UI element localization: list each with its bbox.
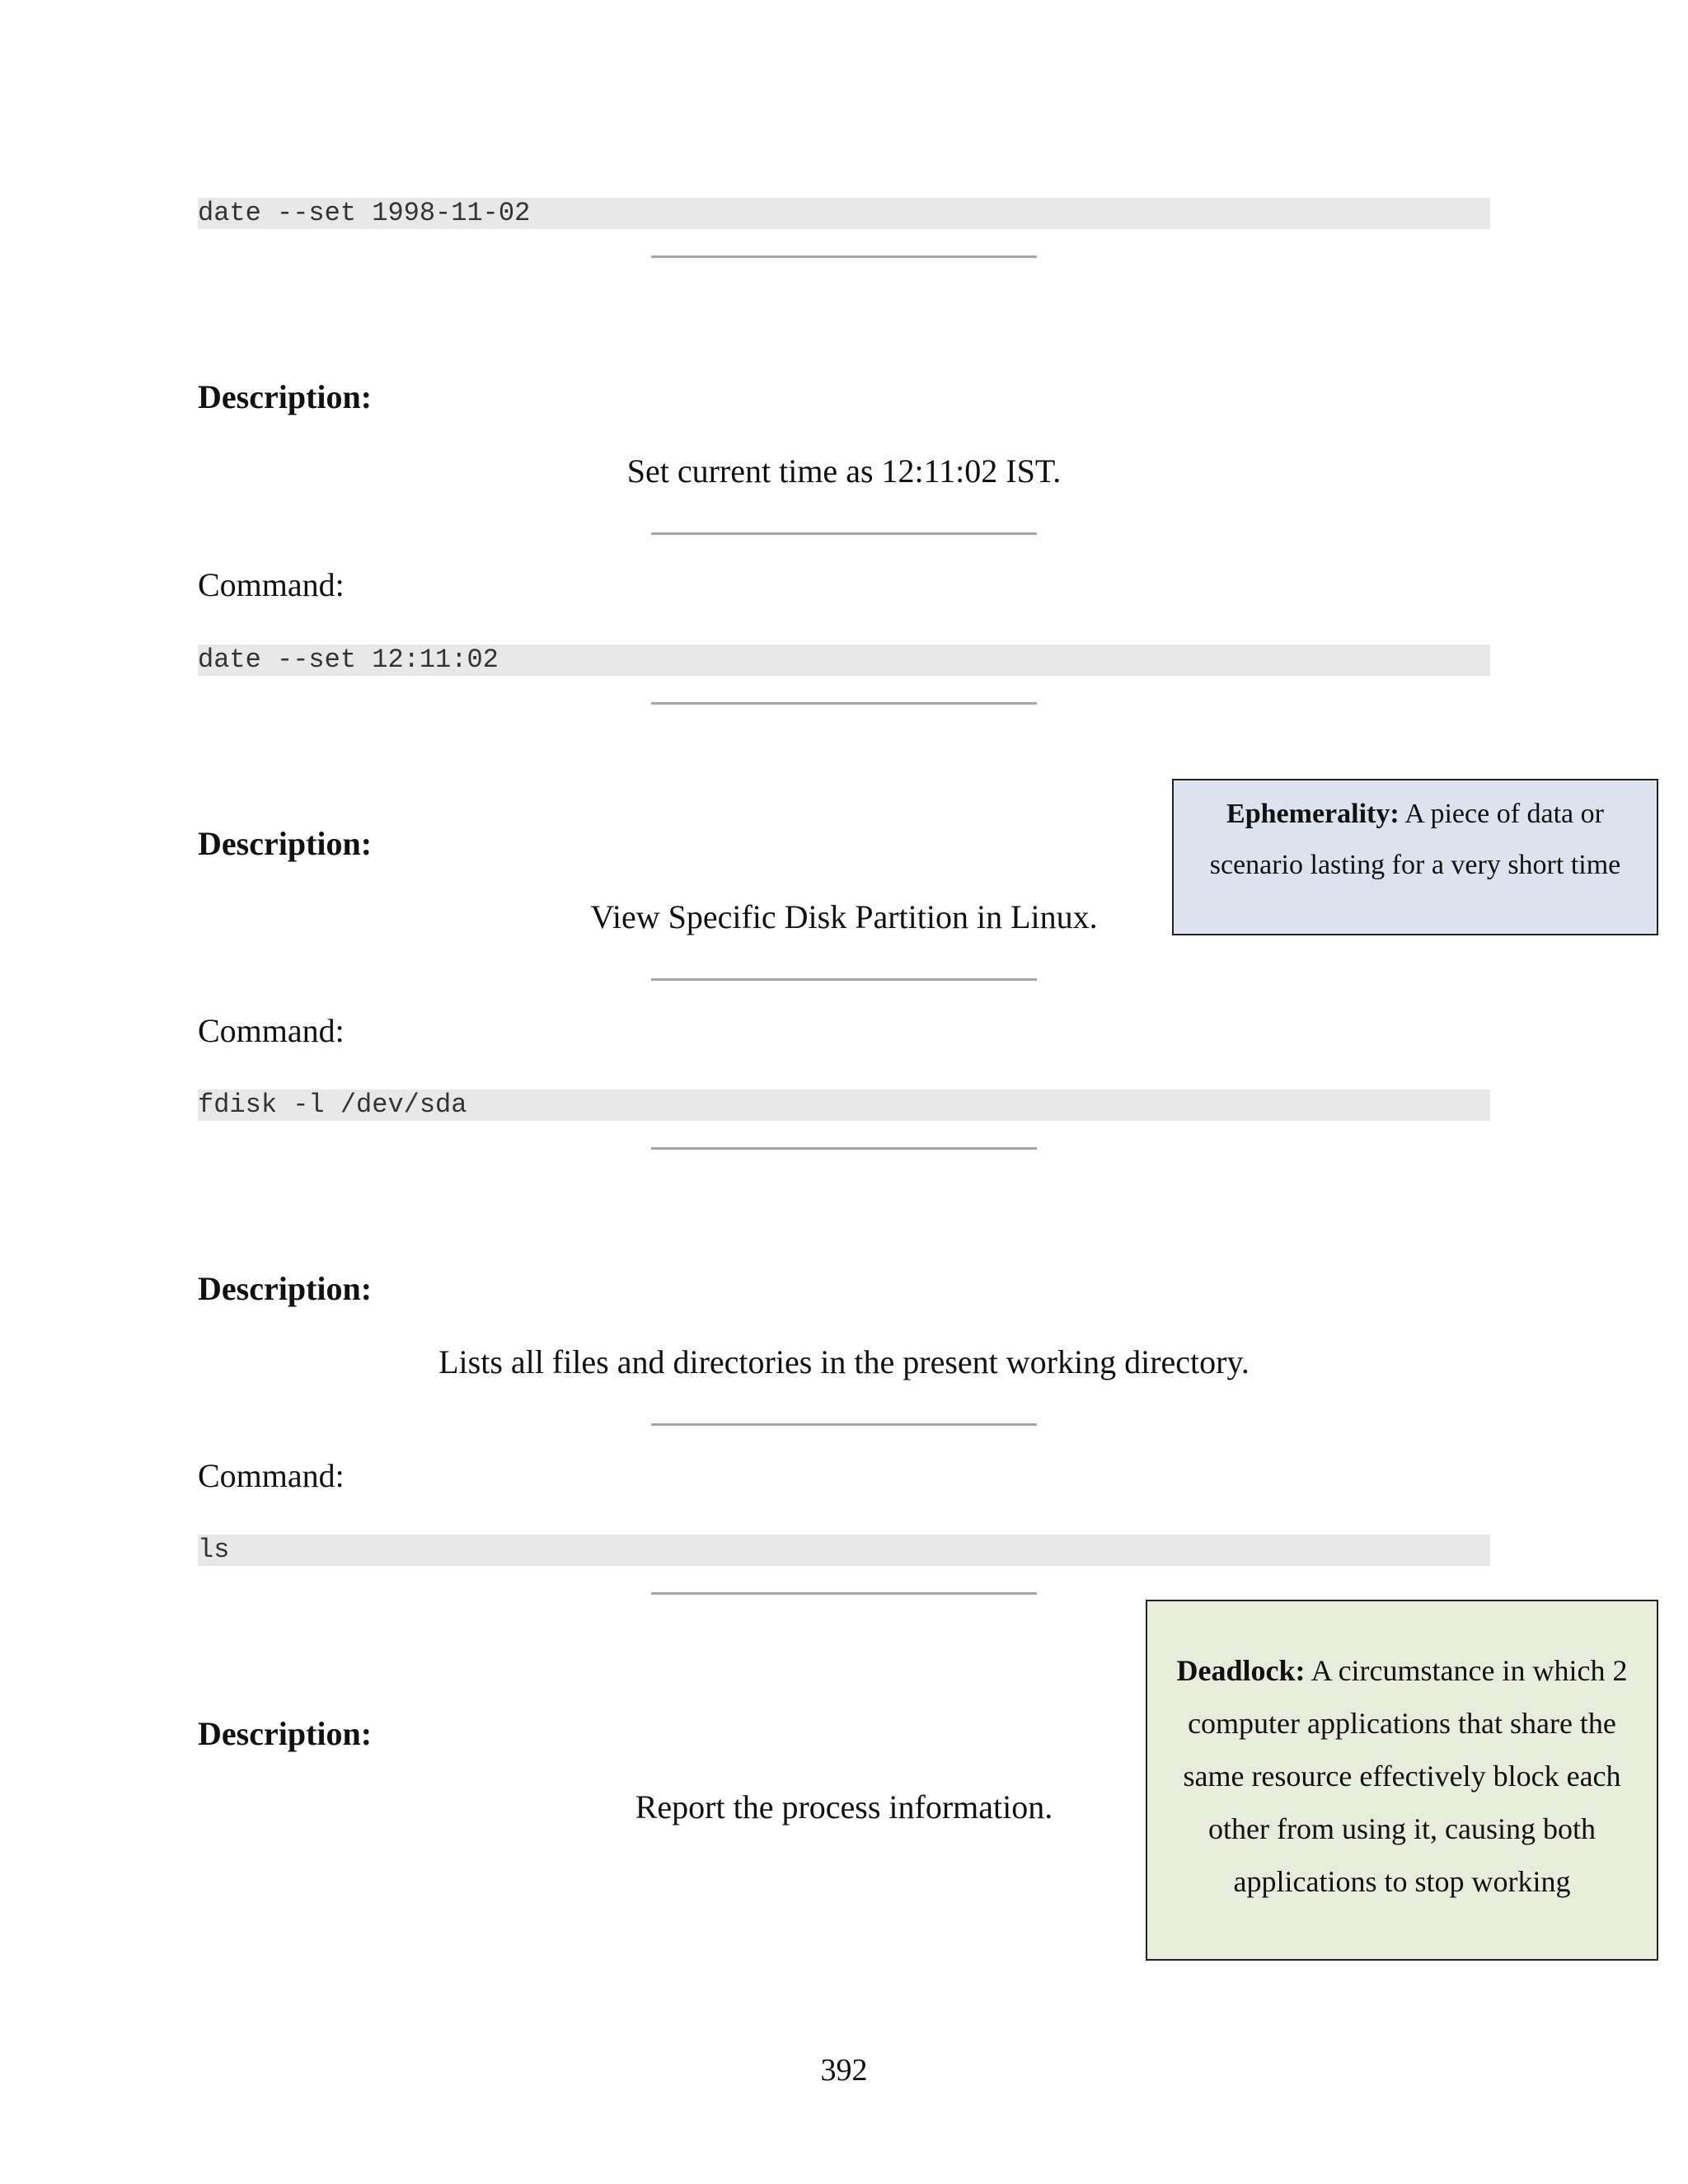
command-label: Command: <box>198 566 345 603</box>
description-label: Description: <box>198 1715 373 1752</box>
description-label: Description: <box>198 825 373 862</box>
description-text: Set current time as 12:11:02 IST. <box>626 452 1062 490</box>
separator-rule <box>651 532 1037 535</box>
separator-rule <box>651 1423 1037 1426</box>
command-label: Command: <box>198 1457 345 1494</box>
code-block: date --set 1998-11-02 <box>198 198 1490 229</box>
page-number: 392 <box>820 2053 868 2088</box>
definition-term: Deadlock: <box>1176 1654 1306 1687</box>
definition-box-deadlock <box>1146 1600 1658 1961</box>
description-text: View Specific Disk Partition in Linux. <box>590 898 1098 935</box>
code-block: ls <box>198 1535 1490 1566</box>
description-label: Description: <box>198 378 373 415</box>
definition-text: A circumstance in which 2 computer applications that share the same resource effectively block each other from using it, causing both applications to stop working <box>1183 1654 1628 1898</box>
code-block: date --set 12:11:02 <box>198 644 1490 676</box>
code-block: fdisk -l /dev/sda <box>198 1090 1490 1121</box>
separator-rule <box>651 978 1037 981</box>
description-label: Description: <box>198 1270 373 1307</box>
command-label: Command: <box>198 1012 345 1049</box>
definition-term: Ephemerality: <box>1226 799 1400 829</box>
separator-rule <box>651 1592 1037 1595</box>
description-text: Report the process information. <box>635 1788 1053 1825</box>
definition-text: A piece of data or scenario lasting for a very short time <box>1209 799 1621 880</box>
separator-rule <box>651 702 1037 705</box>
separator-rule <box>651 1147 1037 1150</box>
definition-box-ephemerality <box>1172 779 1658 935</box>
description-text: Lists all files and directories in the present working directory. <box>438 1343 1250 1380</box>
separator-rule <box>651 255 1037 258</box>
